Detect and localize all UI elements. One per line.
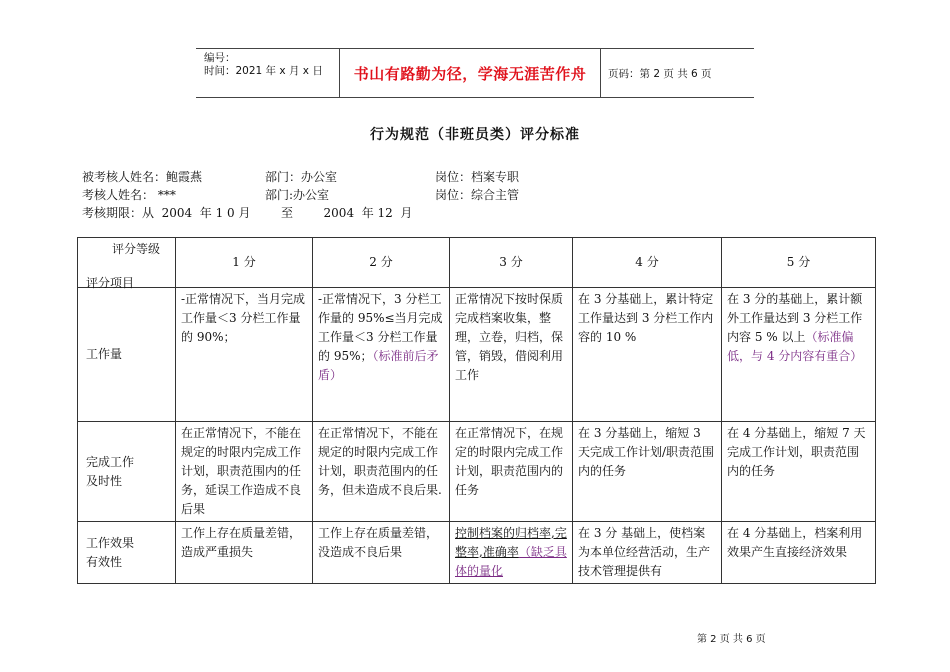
cell	[450, 288, 573, 422]
header-motto: 书山有路勤为径，学海无涯苦作舟	[339, 49, 601, 97]
score-header-row	[78, 238, 876, 288]
score-4: 4 分	[573, 238, 722, 288]
review-period: 考核期限：从 2004 年 1 0 月 至 2004 年 12 月	[82, 206, 413, 220]
cell	[573, 288, 722, 422]
corner-score-level: 评分等级	[112, 242, 161, 256]
cell	[176, 288, 313, 422]
row-label-line: 有效性	[86, 554, 123, 569]
cell-text: 在 3 分基础上，累计特定工作量达到 3 分栏工作内容的 10 %	[578, 292, 714, 344]
examinee-dept: 部门：办公室	[265, 170, 338, 184]
header-number: 编号：	[204, 52, 236, 64]
cell: 在 3 分 基础上，使档案为本单位经营活动，生产技术管理提供有	[573, 522, 722, 584]
cell	[450, 522, 573, 584]
row-label-line: 完成工作	[86, 454, 135, 469]
row-label-effectiveness	[78, 522, 176, 584]
row-label-line: 工作效果	[86, 535, 135, 550]
cell-text: 控制档案的归档率,完整率,准确率	[455, 526, 567, 559]
cell-note: （标准前后矛盾）	[318, 349, 439, 382]
examinee-post: 岗位：档案专职	[435, 170, 520, 184]
header-time: 时间：2021 年 x 月 x 日	[204, 65, 323, 77]
cell: 在正常情况下，在规定的时限内完成工作计划，职责范围内的任务	[450, 422, 573, 522]
cell: 在 3 分基础上，缩短 3 天完成工作计划/职责范围内的任务	[573, 422, 722, 522]
examiner-dept: 部门:办公室	[265, 188, 330, 202]
cell: 在正常情况下，不能在规定的时限内完成工作计划，职责范围内的任务，延误工作造成不良后果	[176, 422, 313, 522]
cell-text: 在 3 分的基础上，累计额外工作量达到 3 分栏工作内容 5 % 以上	[727, 292, 863, 344]
cell-text: -正常情况下，3 分栏工作量的 95%≤当月完成工作量＜3 分栏工作量的 95%；	[318, 292, 443, 363]
row-label-timeliness	[78, 422, 176, 522]
cell: 工作上存在质量差错，没造成不良后果	[313, 522, 450, 584]
score-5: 5 分	[722, 238, 876, 288]
examinee-name: 被考核人姓名：鲍霞燕	[82, 170, 203, 184]
cell: 在 4 分基础上，档案利用效果产生直接经济效果	[722, 522, 876, 584]
table-row	[78, 522, 876, 584]
cell-note: （缺乏具体的量化	[455, 545, 567, 578]
cell-text: 正常情况下按时保质完成档案收集，整理，立卷，归档，保管，销毁，借阅利用工作	[455, 292, 564, 382]
table-corner	[78, 238, 176, 288]
score-2: 2 分	[313, 238, 450, 288]
examiner-post: 岗位：综合主管	[435, 188, 520, 202]
table-row	[78, 422, 876, 522]
page-footer: 第 2 页 共 6 页	[697, 634, 766, 645]
page-title: 行为规范（非班员类）评分标准	[370, 127, 580, 143]
table-row	[78, 288, 876, 422]
header-meta	[196, 49, 339, 97]
scoring-table	[77, 237, 876, 584]
row-label-workload: 工作量	[78, 288, 176, 422]
corner-score-item: 评分项目	[86, 276, 135, 290]
cell	[722, 288, 876, 422]
document-header	[196, 48, 754, 98]
cell: 工作上存在质量差错，造成严重损失	[176, 522, 313, 584]
score-3: 3 分	[450, 238, 573, 288]
cell-text: -正常情况下，当月完成工作量＜3 分栏工作量的 90%；	[181, 292, 306, 344]
cell: 在 4 分基础上，缩短 7 天完成工作计划，职责范围内的任务	[722, 422, 876, 522]
score-1: 1 分	[176, 238, 313, 288]
row-label-line: 及时性	[86, 473, 123, 488]
cell-note: （标准偏低，与 4 分内容有重合）	[727, 330, 863, 363]
cell: 在正常情况下，不能在规定的时限内完成工作计划，职责范围内的任务，但未造成不良后果.	[313, 422, 450, 522]
examiner-name: 考核人姓名： ***	[82, 188, 176, 202]
header-page: 页码：第 2 页 共 6 页	[608, 67, 712, 80]
cell	[313, 288, 450, 422]
